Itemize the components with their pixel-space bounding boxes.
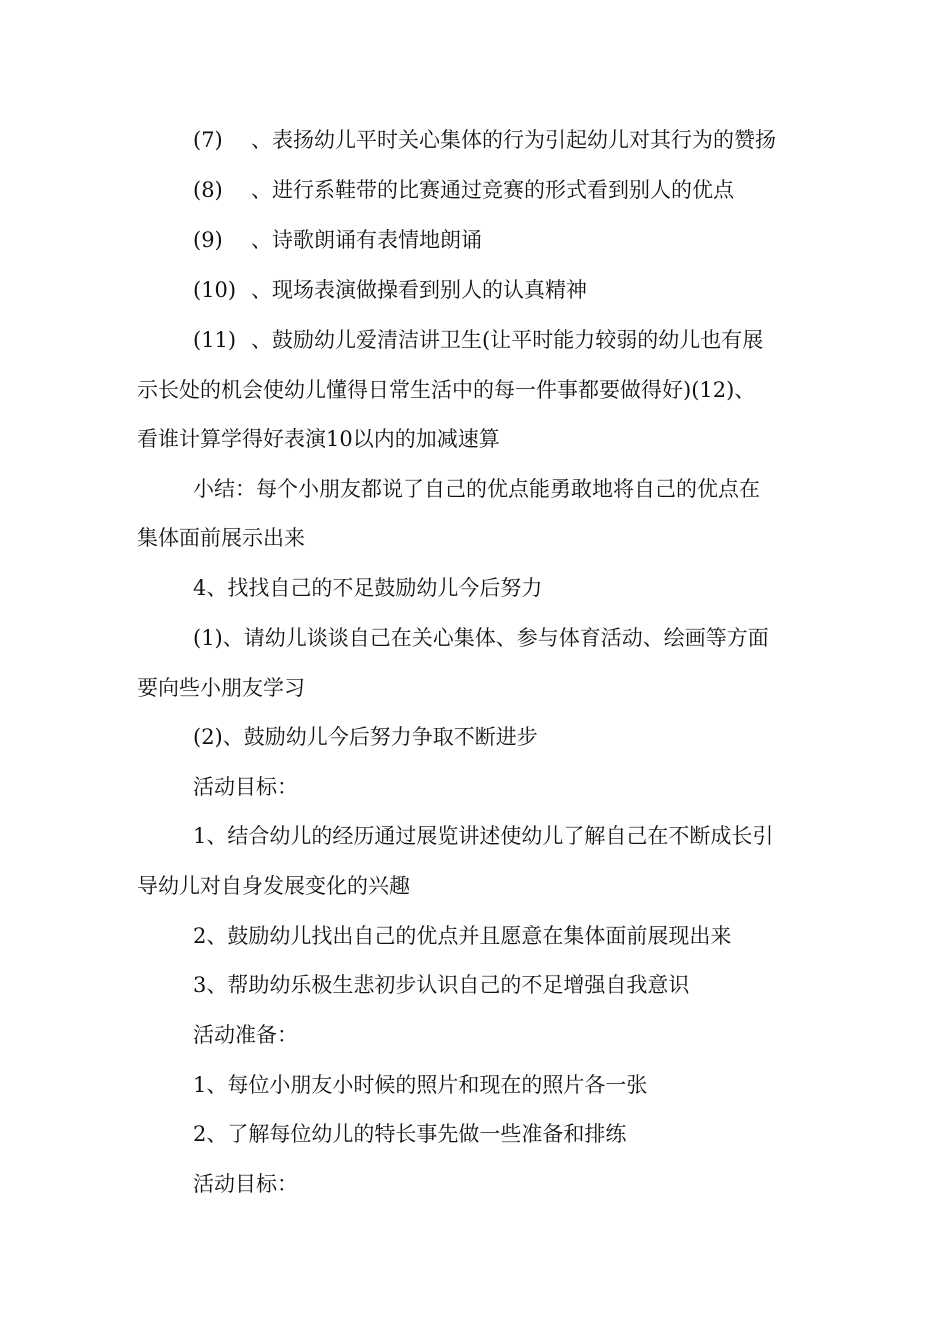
goals-heading-2: 活动目标： [193,1172,298,1196]
summary-line-1: 小结：每个小朋友都说了自己的优点能勇敢地将自己的优点在 [193,477,760,501]
list-item-11 [0,326,950,354]
summary-line-2: 集体面前展示出来 [137,526,305,550]
step-4-heading: 4、找找自己的不足鼓励幼儿今后努力 [193,576,543,600]
step-4-1-line-1: (1)、请幼儿谈谈自己在关心集体、参与体育活动、绘画等方面 [193,626,769,650]
list-text: 、表扬幼儿平时关心集体的行为引起幼儿对其行为的赞扬 [251,128,776,152]
list-text: 、进行系鞋带的比赛通过竞赛的形式看到别人的优点 [251,178,734,202]
list-text: 、现场表演做操看到别人的认真精神 [251,278,587,302]
goals-heading: 活动目标： [193,775,298,799]
goal-2: 2、鼓励幼儿找出自己的优点并且愿意在集体面前展现出来 [193,924,732,948]
list-number: (11) [193,328,237,352]
list-item-8 [0,176,950,204]
goal-1-line-2: 导幼儿对自身发展变化的兴趣 [137,874,410,898]
list-number: (7) [193,128,223,152]
step-4-1-line-2: 要向些小朋友学习 [137,676,305,700]
list-number: (9) [193,228,223,252]
preparation-heading: 活动准备： [193,1023,298,1047]
step-4-2: (2)、鼓励幼儿今后努力争取不断进步 [193,725,538,749]
list-number: (8) [193,178,223,202]
preparation-1: 1、每位小朋友小时候的照片和现在的照片各一张 [193,1073,648,1097]
goal-3: 3、帮助幼乐极生悲初步认识自己的不足增强自我意识 [193,973,690,997]
list-item-9 [0,226,950,254]
list-item-7 [0,126,950,154]
goal-1-line-1: 1、结合幼儿的经历通过展览讲述使幼儿了解自己在不断成长引 [193,824,774,848]
paragraph-11-continuation-1: 示长处的机会使幼儿懂得日常生活中的每一件事都要做得好)(12)、 [137,378,756,402]
list-item-10 [0,276,950,304]
preparation-2: 2、了解每位幼儿的特长事先做一些准备和排练 [193,1122,627,1146]
list-number: (10) [193,278,237,302]
paragraph-11-continuation-2: 看谁计算学得好表演10以内的加减速算 [137,427,500,451]
list-text: 、诗歌朗诵有表情地朗诵 [251,228,482,252]
list-text: 、鼓励幼儿爱清洁讲卫生(让平时能力较弱的幼儿也有展 [251,328,764,352]
